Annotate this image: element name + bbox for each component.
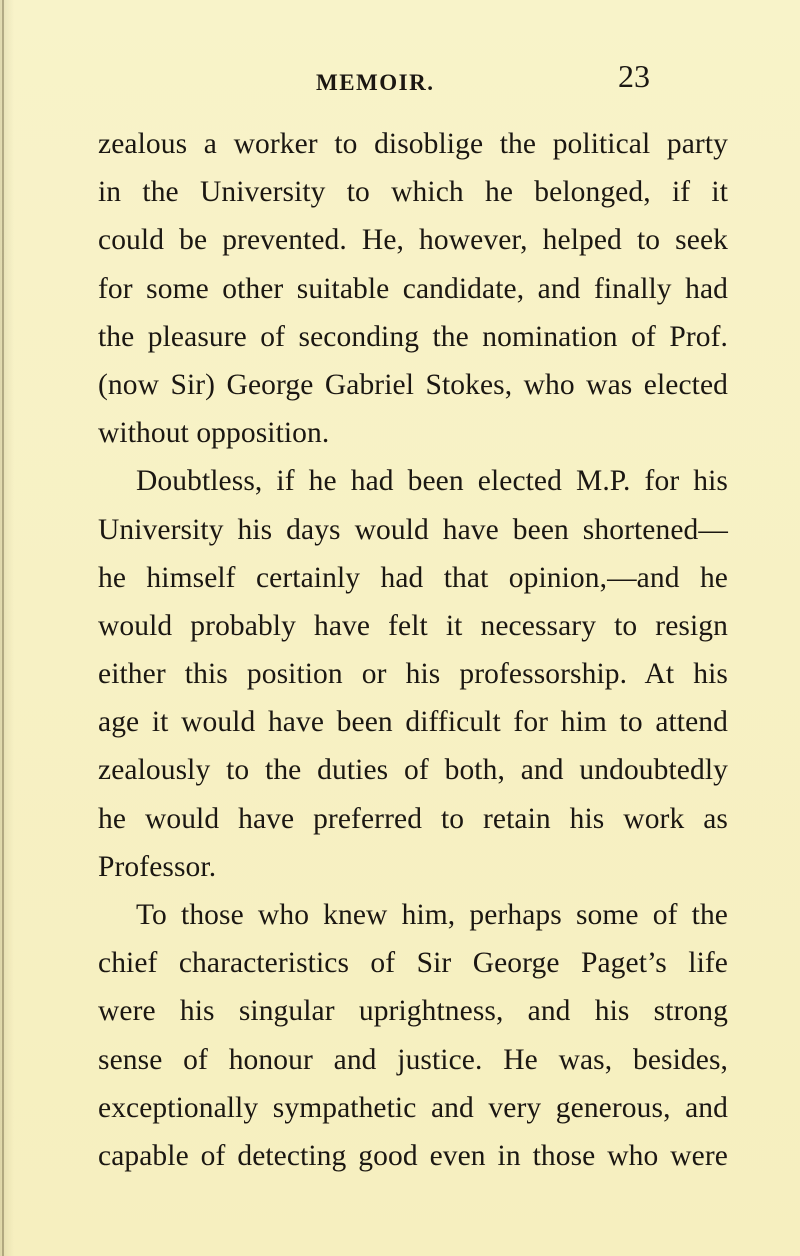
text-line: To those who knew him, perhaps some of the: [136, 899, 728, 931]
text-line: zealously to the duties of both, and undoubtedly: [98, 754, 728, 787]
text-line: sense of honour and justice. He was, besides,: [98, 1043, 728, 1076]
text-line: University his days would have been shortened—: [98, 513, 728, 546]
page-number: 23: [618, 58, 650, 94]
text-line: age it would have been difficult for him to attend: [98, 706, 728, 739]
body-text: [98, 120, 728, 1180]
text-line: chief characteristics of Sir George Paget’s life: [98, 947, 728, 980]
text-line: the pleasure of seconding the nomination of Prof.: [98, 320, 728, 353]
text-line: zealous a worker to disoblige the political party: [98, 128, 728, 160]
page-gutter-edge: [2, 0, 4, 1256]
text-line: capable of detecting good even in those who were: [98, 1139, 728, 1172]
text-line: without opposition.: [98, 417, 330, 450]
text-line: could be prevented. He, however, helped to seek: [98, 224, 728, 257]
text-line: for some other suitable candidate, and finally had: [98, 272, 728, 305]
text-line: would probably have felt it necessary to resign: [98, 609, 728, 642]
text-line: in the University to which he belonged, if it: [98, 176, 728, 209]
text-line: he himself certainly had that opinion,—and he: [98, 561, 728, 594]
text-line: were his singular uprightness, and his strong: [98, 995, 728, 1028]
text-line: Professor.: [98, 850, 217, 883]
text-line: he would have preferred to retain his work as: [98, 802, 728, 835]
text-line: either this position or his professorship. At his: [98, 658, 728, 691]
page-header: [0, 58, 800, 108]
text-line: (now Sir) George Gabriel Stokes, who was elected: [98, 368, 728, 401]
text-line: exceptionally sympathetic and very generous, and: [98, 1091, 728, 1124]
text-line: Doubtless, if he had been elected M.P. for his: [136, 465, 728, 498]
running-head: MEMOIR.: [316, 70, 435, 95]
